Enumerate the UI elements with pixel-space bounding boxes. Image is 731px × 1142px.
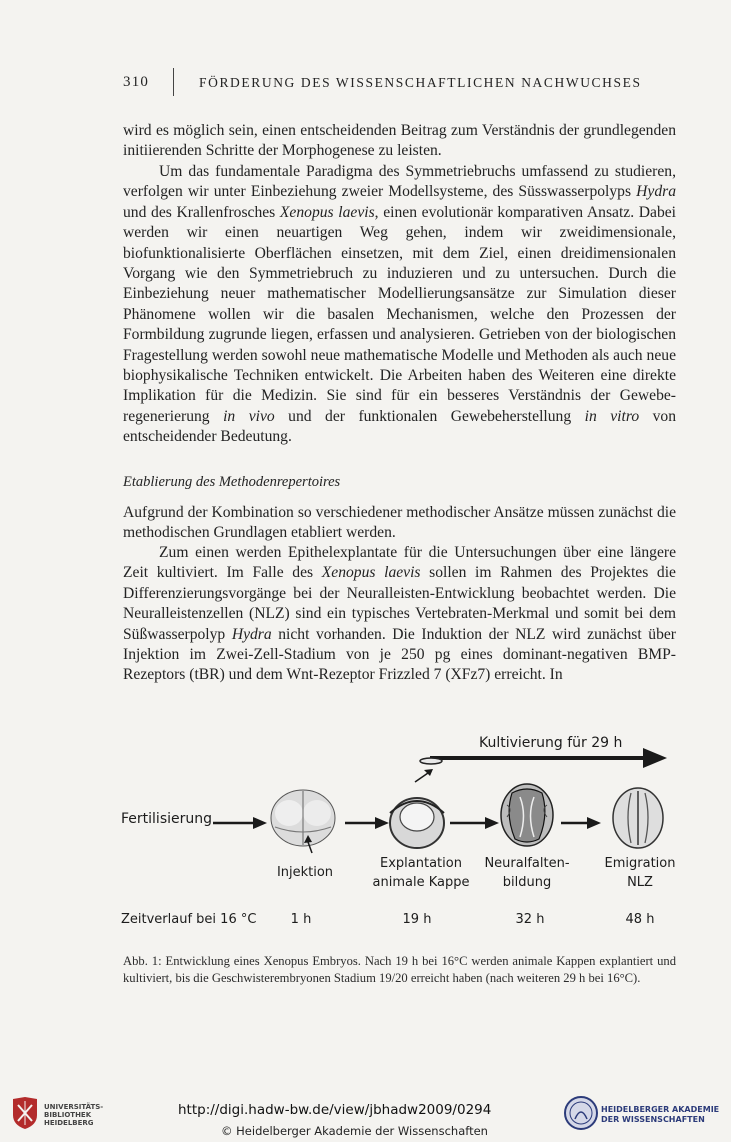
- neural-fold-label: Neuralfalten-: [484, 856, 570, 871]
- species-xenopus: Xenopus laevis: [279, 203, 375, 221]
- running-title: FÖRDERUNG DES WISSENSCHAFTLICHEN NACHWUCHSES: [199, 75, 642, 90]
- figure-caption: Abb. 1: Entwicklung eines Xenopus Embryos. Nach 19 h bei 16°C werden animale Kappen explantiert und kultiviert, bis die Geschwisterembryonen Stadium 19/20 erreicht haben (nach weiteren 29 h bei 16°C).: [123, 954, 676, 985]
- cultivation-label: Kultivierung für 29 h: [479, 735, 623, 751]
- figure-graphic: [115, 725, 695, 940]
- nlz-label: NLZ: [627, 875, 653, 890]
- arrow-fertilization-head: [253, 817, 267, 829]
- time-48h: 48 h: [625, 912, 655, 927]
- paragraph-1: [123, 121, 676, 162]
- arrow-neural-fold-head: [587, 817, 601, 829]
- term-in-vivo: in vivo: [223, 407, 275, 425]
- paragraph-4-text: Zum einen werden Epithelexplantate für die Untersuchungen über eine längere Zeit kultiviert. Im Falle des Xenopus laevis sollen im Rahmen des Projektes die Differenzierungsvorgänge bei der Neuralleisten-Entwicklung beobachtet werden. Die Neuralleistenzellen (NLZ) sind ein typisches Vertebraten-Merkmal und somit bei dem Süßwasserpolyp Hydra nicht vorhanden. Die Induktion der NLZ wird zunächst über Injektion im Zwei-Zell-Stadium von je 250 pg eines dominant-negativen BMP-Rezeptors (tBR) und dem Wnt-Rezeptor Frizzled 7 (XFz7) erreicht. In: [123, 544, 676, 684]
- timeline-label: Zeitverlauf bei 16 °C: [121, 912, 257, 927]
- arrow-explantation-head: [485, 817, 499, 829]
- explanted-cap-icon: [420, 758, 442, 764]
- permalink-url[interactable]: http://digi.hadw-bw.de/view/jbhadw2009/0294: [178, 1102, 492, 1118]
- page-number: 310: [123, 74, 150, 90]
- running-header: [123, 72, 683, 94]
- paragraph-1-text: wird es möglich sein, einen entscheidenden Beitrag zum Verständnis der grundlegenden initiierenden Schritte der Morphogenese zu leisten.: [123, 122, 676, 160]
- blastula-embryo-icon: [390, 798, 444, 848]
- species-hydra: Hydra: [231, 625, 272, 643]
- embryo-development-figure: [115, 725, 695, 940]
- time-1h: 1 h: [290, 912, 312, 927]
- paragraph-2: [123, 162, 676, 448]
- section-heading: Etablierung des Methodenrepertoires: [123, 474, 341, 490]
- paragraph-3-text: Aufgrund der Kombination so verschiedener methodischer Ansätze müssen zunächst die methodischen Grundlagen etabliert werden.: [123, 504, 676, 542]
- species-xenopus: Xenopus laevis: [321, 564, 421, 582]
- university-library-logo-icon: [10, 1095, 40, 1131]
- academy-name: HEIDELBERGER AKADEMIE DER WISSENSCHAFTEN: [601, 1105, 720, 1124]
- cap-arrow: [415, 773, 428, 782]
- two-cell-embryo-icon: [271, 790, 335, 846]
- paragraph-3: [123, 503, 676, 544]
- emigration-embryo-icon: [613, 788, 663, 848]
- species-hydra: Hydra: [636, 183, 676, 201]
- copyright-notice: © Heidelberger Akademie der Wissenschaften: [221, 1124, 488, 1138]
- neural-fold-label-2: bildung: [502, 875, 552, 890]
- emigration-label: Emigration: [604, 856, 676, 871]
- neural-fold-embryo-icon: [501, 784, 553, 846]
- paragraph-4: [123, 543, 676, 686]
- university-library-name: UNIVERSITÄTS- BIBLIOTHEK HEIDELBERG: [44, 1103, 104, 1127]
- header-divider: [173, 68, 174, 96]
- time-32h: 32 h: [515, 912, 545, 927]
- animal-cap-label: animale Kappe: [372, 875, 470, 890]
- time-19h: 19 h: [402, 912, 432, 927]
- injection-label: Injektion: [276, 865, 334, 880]
- academy-seal-icon: [563, 1095, 599, 1131]
- explantation-label: Explantation: [380, 856, 462, 871]
- cultivation-arrowhead: [643, 748, 667, 768]
- fertilization-label: Fertilisierung: [121, 811, 212, 827]
- arrow-injection-head: [375, 817, 389, 829]
- paragraph-2-text: Um das fundamentale Paradigma des Symmetriebruchs umfassend zu studieren, verfolgen wir unter Einbeziehung zweier Modellsysteme, des Süsswasserpolyps Hydra und des Krallenfrosches Xenopus laevis, einen evolutionär komparativen Ansatz. Dabei werden wir einen neuartigen Weg gehen, indem wir zweidimensionale, biofunktionalisierte Oberflächen einsetzen, mit dem Ziel, einen dreidimensionalen Vorgang wie den Symmetriebruch zu induzieren und zu untersuchen. Durch die Einbeziehung neuer mathematischer Modellierungsansätze zur Simulation dieser Phänomene wollen wir die basalen Mechanismen, welche den Prozessen der Formbildung zugrunde liegen, erfassen und analysieren. Getrieben von der biologischen Fragestellung werden sowohl neue mathematische Modelle und Methoden als auch neue biophysikalische Techniken entwickelt. Die Arbeiten haben des Weiteren eine direkte Implikation für die Medizin. Sie sind für ein besseres Verständnis der Gewebe-regenerierung in vivo und der funktionalen Gewebeherstellung in vitro von entscheidender Bedeutung.: [123, 163, 677, 446]
- digitization-footer: [0, 1085, 731, 1142]
- term-in-vitro: in vitro: [584, 407, 640, 425]
